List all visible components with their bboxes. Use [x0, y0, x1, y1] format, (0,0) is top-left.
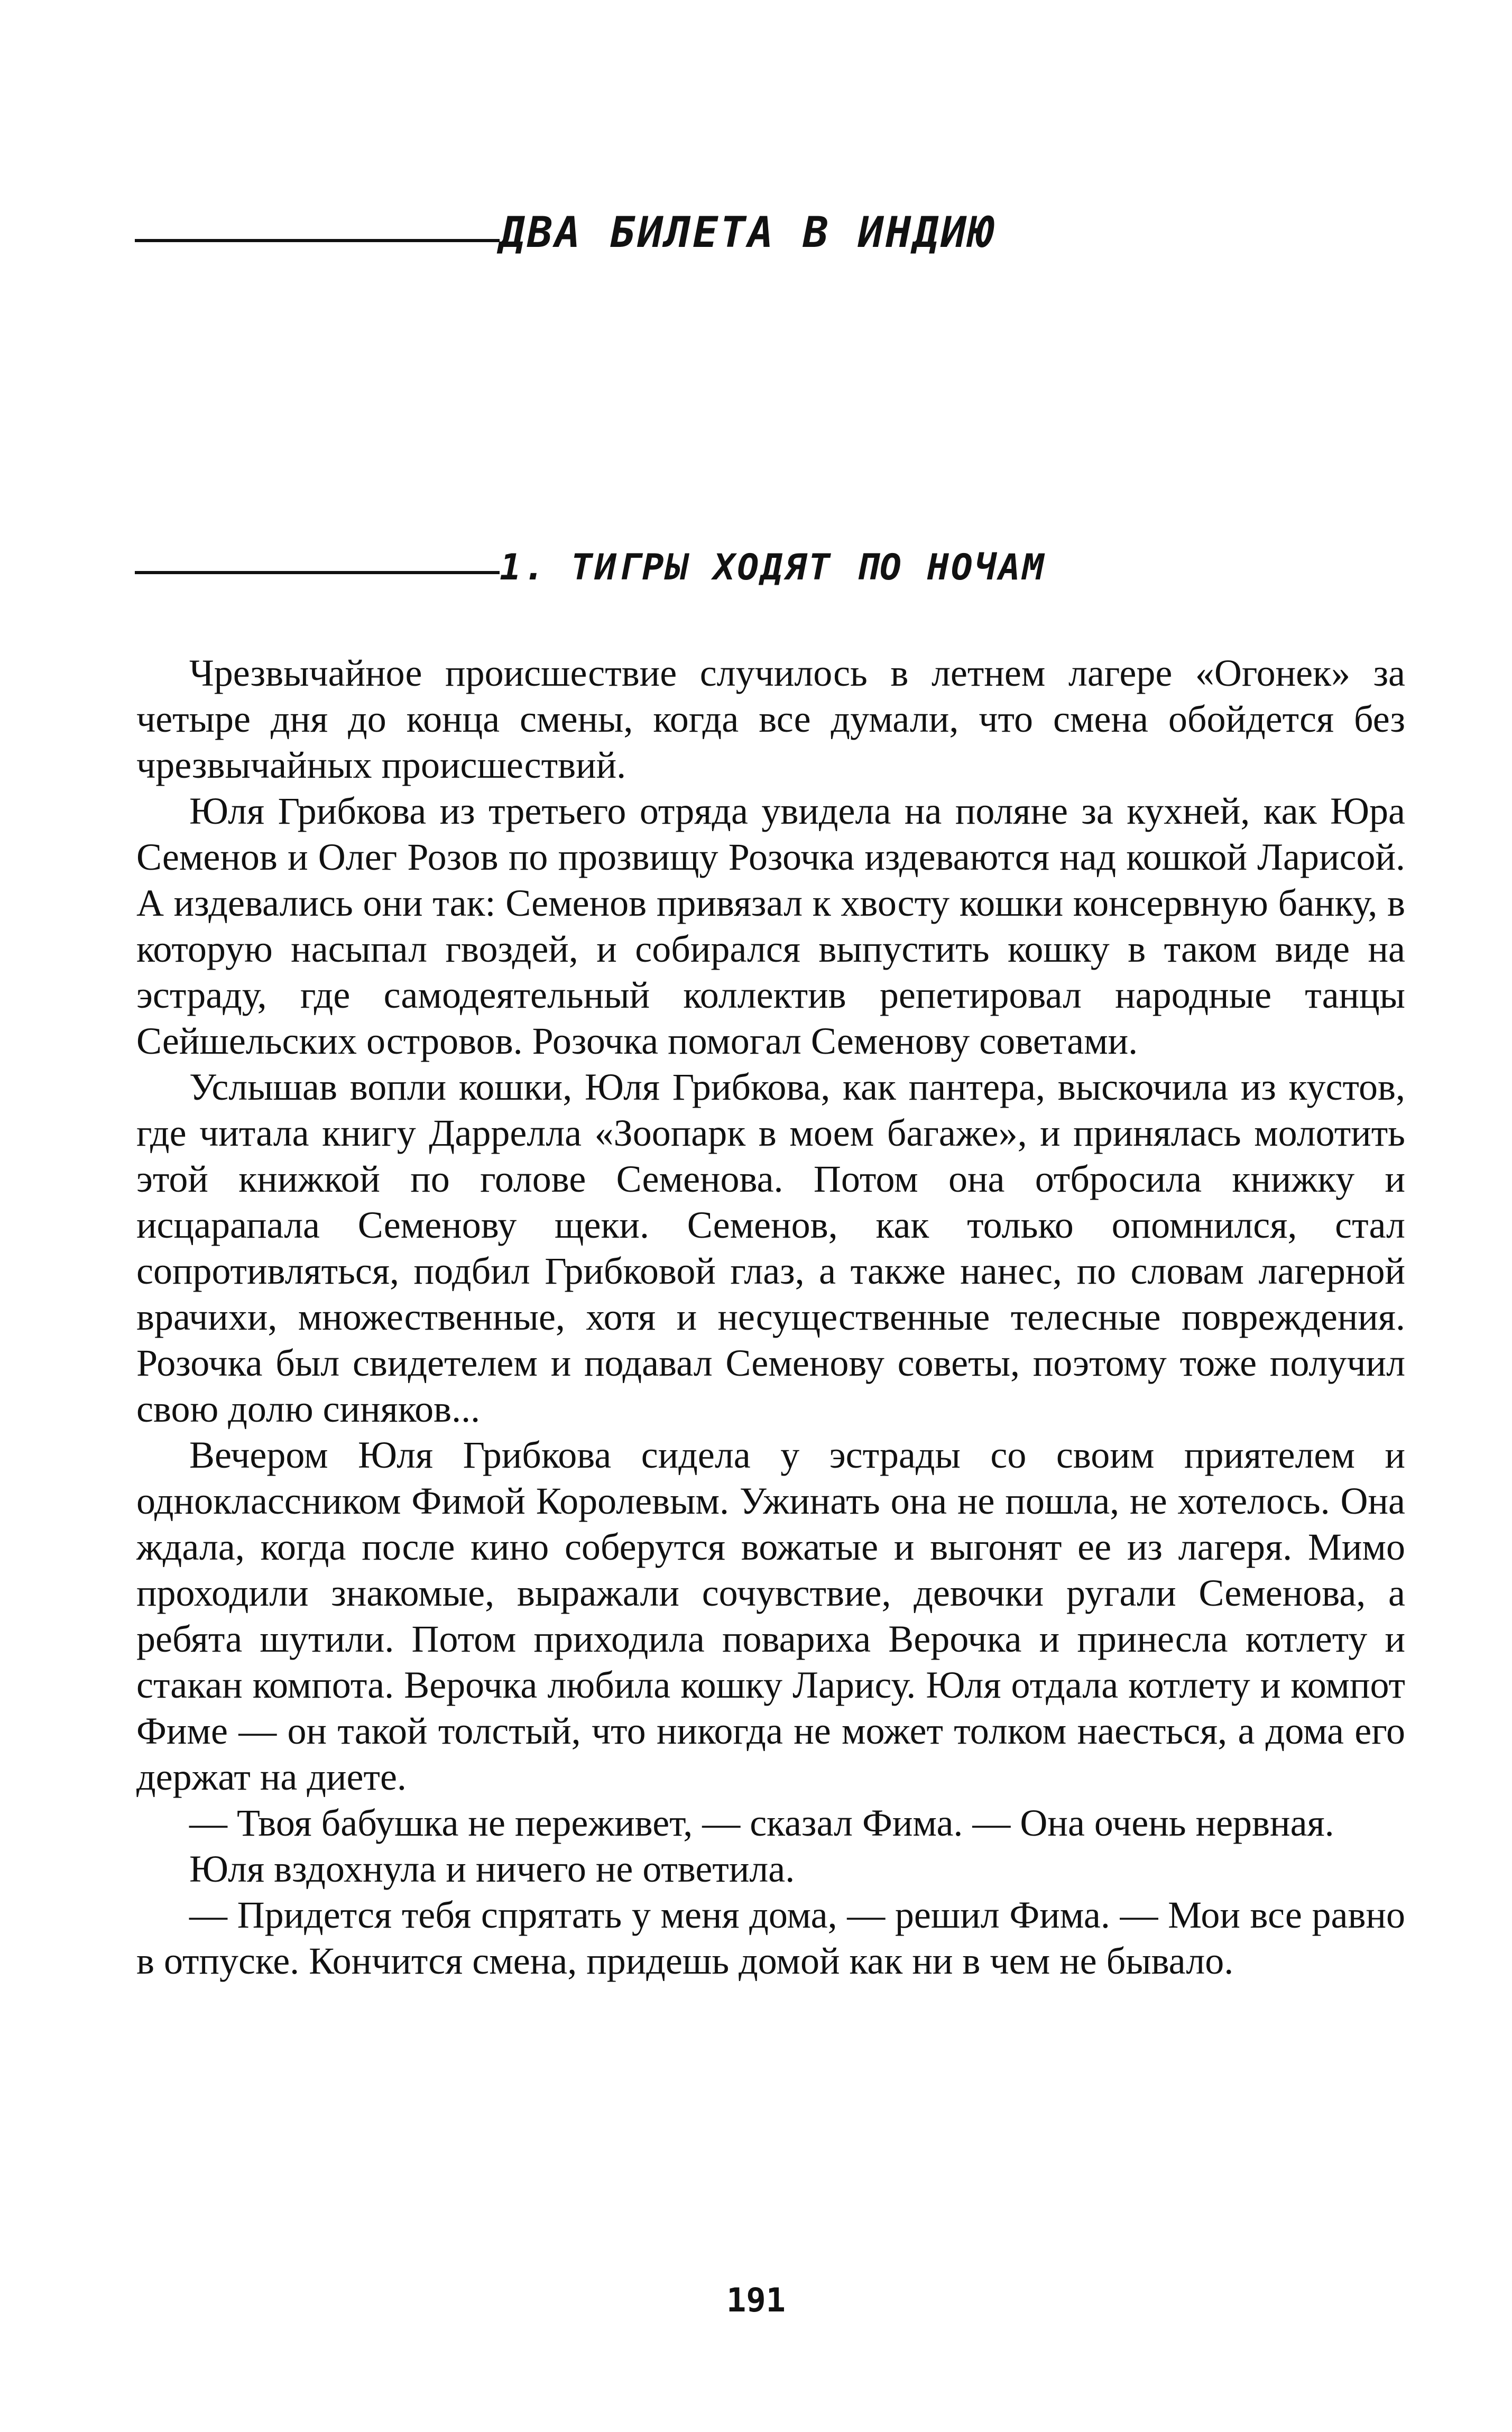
book-title-rule: [135, 239, 500, 242]
chapter-body: [136, 650, 1405, 1984]
paragraph: Услышав вопли кошки, Юля Грибкова, как пантера, выскочила из кустов, где читала книгу Даррелла «Зоопарк в моем багаже», и принялась молотить этой книжкой по голове Семенова. Потом она отбросила книжку и исцарапала Семенову щеки. Семенов, как только опомнился, стал сопротивляться, подбил Грибковой глаз, а также нанес, по словам лагерной врачихи, множественные, хотя и несущественные телесные повреждения. Розочка был свидетелем и подавал Семенову советы, поэтому тоже получил свою долю синяков...: [136, 1066, 1405, 1430]
dialogue-paragraph: — Придется тебя спрятать у меня дома, — решил Фима. — Мои все равно в отпуске. Кончится смена, придешь домой как ни в чем не бывало.: [136, 1894, 1405, 1982]
chapter-title: 1. ТИГРЫ ХОДЯТ ПО НОЧАМ: [500, 547, 1046, 588]
paragraph: Вечером Юля Грибкова сидела у эстрады со своим приятелем и одноклассником Фимой Королевым. Ужинать она не пошла, не хотелось. Она ждала, когда после кино соберутся вожатые и выгонят ее из лагеря. Мимо проходили знакомые, выражали сочувствие, девочки ругали Семенова, а ребята шутили. Потом приходила повариха Верочка и принесла котлету и стакан компота. Верочка любила кошку Ларису. Юля отдала котлету и компот Фиме — он такой толстый, что никогда не может толком наесться, а дома его держат на диете.: [136, 1434, 1405, 1798]
dialogue-paragraph: — Твоя бабушка не переживет, — сказал Фима. — Она очень нервная.: [189, 1802, 1334, 1844]
page-number: 191: [726, 2281, 786, 2319]
chapter-title-rule: [135, 571, 500, 574]
paragraph: Чрезвычайное происшествие случилось в летнем лагере «Огонек» за четыре дня до конца смены, когда все думали, что смена обойдется без чрезвычайных происшествий.: [136, 652, 1405, 786]
paragraph: Юля вздохнула и ничего не ответила.: [189, 1848, 795, 1890]
chapter-title-row: [135, 547, 1166, 588]
book-title-row: [135, 208, 1166, 257]
book-title: ДВА БИЛЕТА В ИНДИЮ: [500, 208, 996, 257]
paragraph: Юля Грибкова из третьего отряда увидела на поляне за кухней, как Юра Семенов и Олег Розов по прозвищу Розочка издеваются над кошкой Ларисой. А издевались они так: Семенов привязал к хвосту кошки консервную банку, в которую насыпал гвоздей, и собирался выпустить кошку в таком виде на эстраду, где самодеятельный коллектив репетировал народные танцы Сейшельских островов. Розочка помогал Семенову советами.: [136, 790, 1405, 1062]
